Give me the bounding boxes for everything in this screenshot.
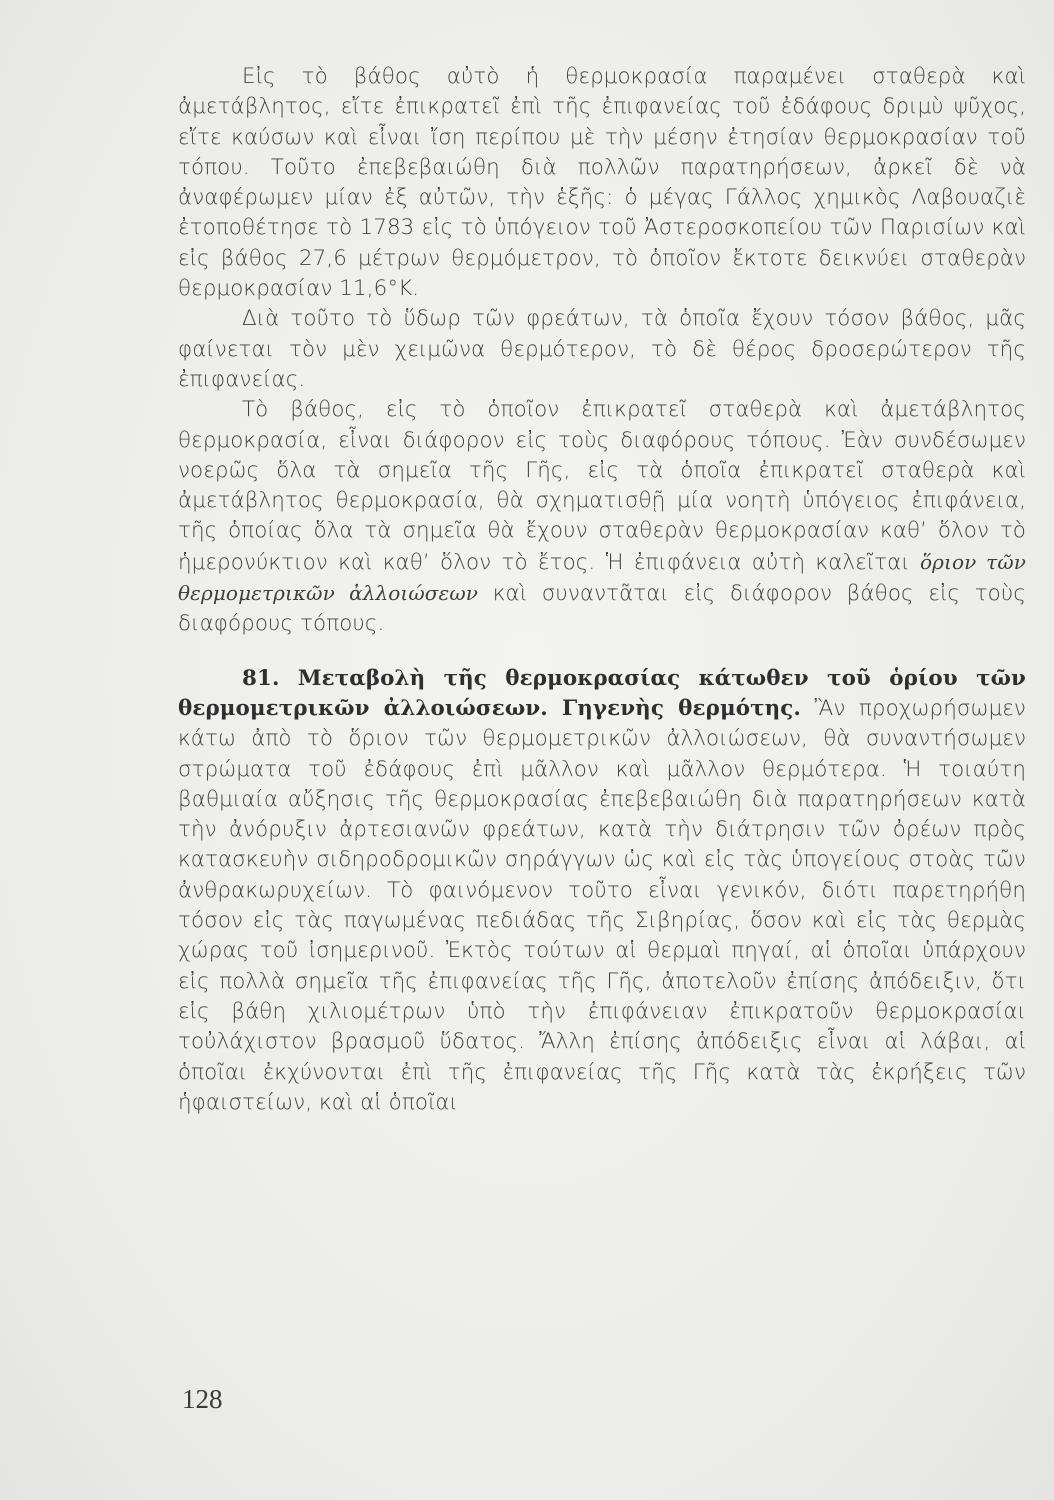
section-81-heading: 81. Μεταβολὴ τῆς θερμοκρασίας κάτωθεν τοῦ ὁρίου τῶν θερμομετρικῶν ἀλλοιώσεων. Γηγενὴς θερμότης. — [178, 665, 1026, 721]
paragraph-thermometric-limit — [178, 395, 1026, 639]
italic-term: ὅριον τῶν θερμομετρικῶν ἀλλοιώσεων — [178, 549, 1026, 606]
section-81-paragraph — [178, 664, 1026, 1118]
paragraph-well-water-text: Διὰ τοῦτο τὸ ὕδωρ τῶν φρεάτων, τὰ ὁποῖα ἔχουν τόσον βάθος, μᾶς φαίνεται τὸν μὲν χειμῶνα θερμότερον, τὸ δὲ θέρος δροσερώτερον τῆς ἐπιφανείας. — [178, 306, 1026, 392]
paragraph-thermometric-limit-text-before: Τὸ βάθος, εἰς τὸ ὁποῖον ἐπικρατεῖ σταθερὰ καὶ ἀμετάβλητος θερμοκρασία, εἶναι διάφορον εἰς τοὺς διαφόρους τόπους. Ἐὰν συνδέσωμεν νοερῶς ὅλα τὰ σημεῖα τῆς Γῆς, εἰς τὰ ὁποῖα ἐπικρατεῖ σταθερὰ καὶ ἀμετάβλητος θερμοκρασία, θὰ σχηματισθῇ μία νοητὴ ὑπόγειος ἐπιφάνεια, τῆς ὁποίας ὅλα τὰ σημεῖα θὰ ἔχουν σταθερὰν θερμοκρασίαν καθ’ ὅλον τὸ ἡμερονύκτιον καὶ καθ’ ὅλον τὸ ἔτος. Ἡ ἐπιφάνεια αὐτὴ καλεῖται — [178, 397, 1026, 575]
section-81-body: Ἂν προχωρήσωμεν κάτω ἀπὸ τὸ ὅριον τῶν θερμομετρικῶν ἀλλοιώσεων, θὰ συναντήσωμεν στρώματα τοῦ ἐδάφους ἐπὶ μᾶλλον καὶ μᾶλλον θερμότερα. Ἡ τοιαύτη βαθμιαία αὔξησις τῆς θερμοκρασίας ἐπεβεβαιώθη διὰ παρατηρήσεων κατὰ τὴν ἀνόρυξιν ἀρτεσιανῶν φρεάτων, κατὰ τὴν διάτρησιν τῶν ὀρέων πρὸς κατασκευὴν σιδηροδρομικῶν σηράγγων ὡς καὶ εἰς τὰς ὑπογείους στοὰς τῶν ἀνθρακωρυχείων. Τὸ φαινόμενον τοῦτο εἶναι γενικόν, διότι παρετηρήθη τόσον εἰς τὰς παγωμένας πεδιάδας τῆς Σιβηρίας, ὅσον καὶ εἰς τὰς θερμὰς χώρας τοῦ ἰσημερινοῦ. Ἐκτὸς τούτων αἱ θερμαὶ πηγαί, αἱ ὁποῖαι ὑπάρχουν εἰς πολλὰ σημεῖα τῆς ἐπιφανείας τῆς Γῆς, ἀποτελοῦν ἐπίσης ἀπόδειξιν, ὅτι εἰς βάθη χιλιομέτρων ὑπὸ τὴν ἐπιφάνειαν ἐπικρατοῦν θερμοκρασίαι τοὐλάχιστον βρασμοῦ ὕδατος. Ἄλλη ἐπίσης ἀπόδειξις εἶναι αἱ λάβαι, αἱ ὁποῖαι ἐκχύνονται ἐπὶ τῆς ἐπιφανείας τῆς Γῆς κατὰ τὰς ἐκρήξεις τῶν ἡφαιστείων, καὶ αἱ ὁποῖαι — [178, 695, 1026, 1115]
paragraph-constant-temperature — [178, 62, 1026, 304]
paragraph-thermometric-limit-text-after: καὶ συναντᾶται εἰς διάφορον βάθος εἰς τοὺς διαφόρους τόπους. — [178, 581, 1026, 637]
body-text — [178, 62, 1026, 1118]
page-number: 128 — [182, 1384, 223, 1414]
paragraph-well-water — [178, 304, 1026, 395]
paragraph-constant-temperature-text: Εἰς τὸ βάθος αὐτὸ ἡ θερμοκρασία παραμένει σταθερὰ καὶ ἀμετάβλητος, εἴτε ἐπικρατεῖ ἐπὶ τῆς ἐπιφανείας τοῦ ἐδάφους δριμὺ ψῦχος, εἴτε καύσων καὶ εἶναι ἴση περίπου μὲ τὴν μέσην ἐτησίαν θερμοκρασίαν τοῦ τόπου. Τοῦτο ἐπεβεβαιώθη διὰ πολλῶν παρατηρήσεων, ἀρκεῖ δὲ νὰ ἀναφέρωμεν μίαν ἐξ αὐτῶν, τὴν ἑξῆς: ὁ μέγας Γάλλος χημικὸς Λαβουαζιὲ ἐτοποθέτησε τὸ 1783 εἰς τὸ ὑπόγειον τοῦ Ἀστεροσκοπείου τῶν Παρισίων καὶ εἰς βάθος 27,6 μέτρων θερμόμετρον, τὸ ὁποῖον ἔκτοτε δεικνύει σταθερὰν θερμοκρασίαν 11,6°Κ. — [178, 64, 1026, 302]
